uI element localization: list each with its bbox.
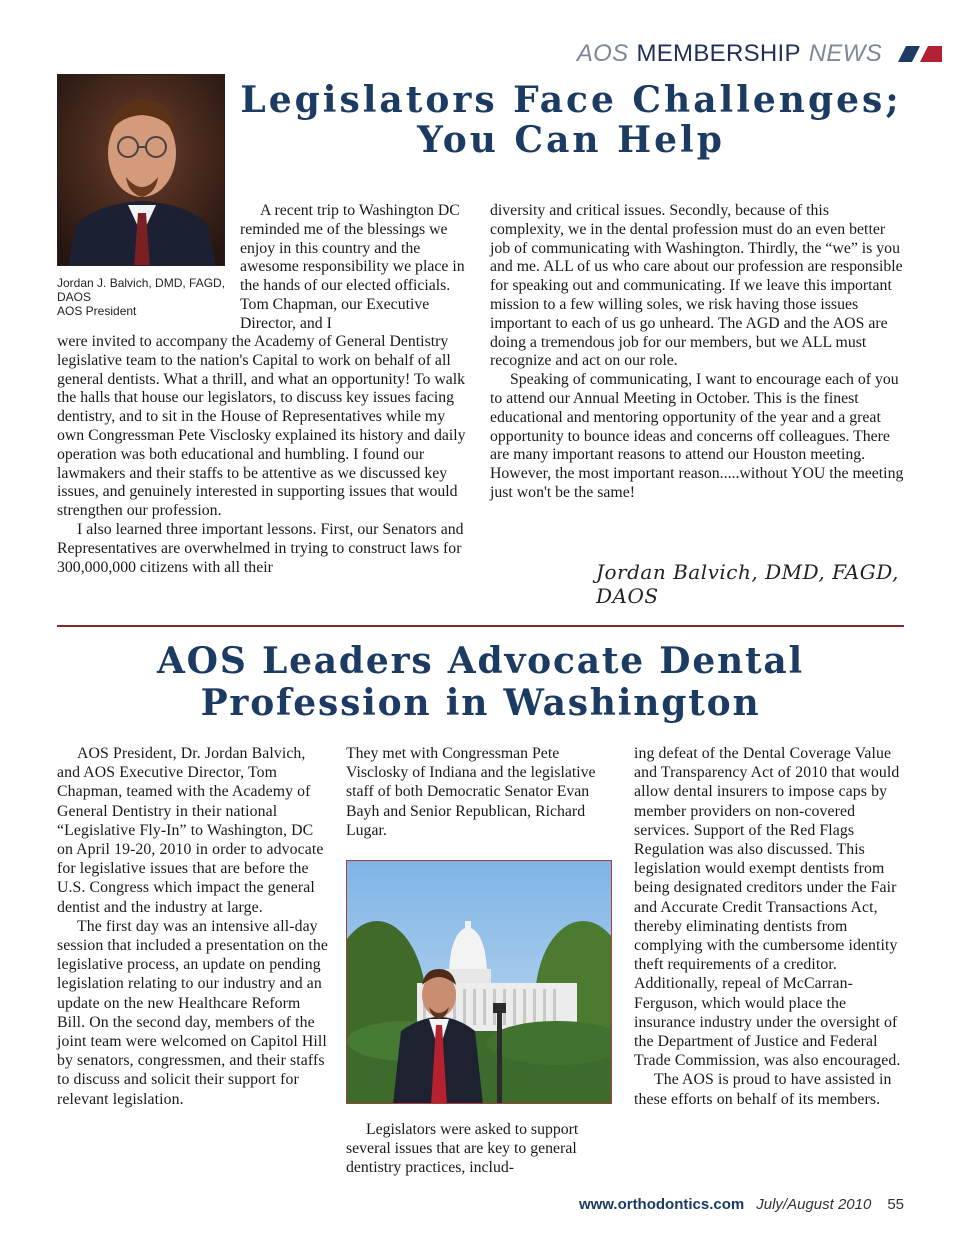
body-paragraph: diversity and critical issues. Secondly, because of this complexity, we in the dental profession must do an even better job of communicating with Washington. Thirdly, the “we” is you and me. ALL of us who care about our profession are responsible for speaking out and communicating. If we leave this important mission to a few willing soles, we risk having those issues important to each of us go unheard. The AGD and the AOS are doing a tremendous job for our members, but we ALL must recognize and act on our role.: [490, 202, 903, 370]
body-paragraph: They met with Congressman Pete Visclosky of Indiana and the legislative staff of both Democratic Senator Evan Bayh and Senior Republican, Richard Lugar.: [346, 745, 596, 839]
caption-line: AOS President: [57, 304, 137, 318]
section-divider: [57, 625, 904, 627]
header-stripe-logo-icon: [890, 46, 942, 62]
page-footer: [579, 1196, 904, 1213]
article2-column-2-top: [346, 744, 616, 840]
caption-line: Jordan J. Balvich, DMD, FAGD,: [57, 276, 226, 290]
section-header: [577, 38, 942, 70]
article2-title-line: Profession in Washington: [200, 682, 761, 724]
article1-title: [236, 80, 906, 160]
article2-column-1: [57, 744, 329, 1109]
body-paragraph: were invited to accompany the Academy of General Dentistry legislative team to the nation's Capital to work on behalf of all general dentists. What a thrill, and what an opportunity! To walk the halls that house our legislators, to discuss key issues facing dentistry, and to sit in the House of Representatives while my own Congressman Pete Visclosky explained its history and daily operation was both educational and humbling. I found our lawmakers and their staffs to be attentive as we discussed key issues, and genuinely interested in supporting issues that would strengthen our profession.: [57, 333, 466, 520]
page-number: 55: [887, 1196, 904, 1213]
article2-column-3: [634, 744, 906, 1109]
body-paragraph: The first day was an intensive all-day session that included a presentation on the legislative process, an update on pending legislation relating to our industry and an update on the new Healthcare Reform Bill. On the second day, members of the joint team were welcomed on Capitol Hill by senators, congressmen, and their staffs to discuss and solicit their support for relevant legislation.: [57, 917, 329, 1108]
article1-title-line: You Can Help: [417, 119, 725, 161]
president-portrait-photo: [57, 74, 225, 266]
capitol-illustration: [347, 861, 612, 1104]
signature: Jordan Balvich, DMD, FAGD, DAOS: [596, 560, 899, 608]
caption-line: DAOS: [57, 290, 92, 304]
footer-website-link[interactable]: www.orthodontics.com: [578, 1196, 745, 1213]
article1-title-line: Legislators Face Challenges;: [240, 79, 902, 121]
body-paragraph: The AOS is proud to have assisted in these efforts on behalf of its members.: [634, 1071, 892, 1108]
article2-column-2-bottom: [346, 1120, 618, 1178]
footer-issue-date: July/August 2010: [756, 1196, 872, 1213]
article1-body-left: [57, 333, 469, 577]
body-paragraph: I also learned three important lessons. First, our Senators and Representatives are overwhelmed in trying to construct laws for 300,000,000 citizens with all their: [57, 520, 464, 576]
body-paragraph: A recent trip to Washington DC reminded me of the blessings we enjoy in this country and the awesome responsibility we place in the hands of our elected officials. Tom Chapman, our Executive Director, and I: [240, 202, 465, 332]
capitol-photo: [346, 860, 612, 1104]
body-paragraph: Legislators were asked to support several issues that are key to general dentistry practices, includ-: [346, 1121, 579, 1177]
body-paragraph: ing defeat of the Dental Coverage Value and Transparency Act of 2010 that would allow dental insurers to impose caps by member providers on non-covered services. Support of the Red Flags Regulation was also discussed. This legislation would exempt dentists from being designated creditors under the Fair and Accurate Credit Transactions Act, thereby eliminating dentists from complying with the cumbersome identity theft requirements of a creditor. Additionally, repeal of McCarran-Ferguson, which would place the insurance industry under the oversight of the Department of Justice and Federal Trade Commission, was also encouraged.: [634, 745, 901, 1070]
body-paragraph: AOS President, Dr. Jordan Balvich, and AOS Executive Director, Tom Chapman, teamed with the Academy of General Dentistry in their national “Legislative Fly-In” to Washington, DC on April 19-20, 2010 in order to advocate for legislative issues that are before the U.S. Congress which impact the general dentist and the industry at large.: [57, 745, 324, 916]
portrait-illustration: [58, 75, 225, 266]
article2-title-line: AOS Leaders Advocate Dental: [156, 640, 805, 682]
header-membership: MEMBERSHIP: [636, 40, 801, 67]
header-news: NEWS: [808, 40, 882, 67]
article1-body-right: [490, 202, 904, 503]
body-paragraph: Speaking of communicating, I want to encourage each of you to attend our Annual Meeting in October. This is the finest educational and mentoring opportunity of the year and a great opportunity to bounce ideas and concerns off colleagues. There are many important reasons to attend our Houston meeting. However, the most important reason.....without YOU the meeting just won't be the same!: [490, 371, 904, 501]
article1-intro: [240, 202, 468, 334]
header-aos: AOS: [576, 40, 629, 67]
article2-title: [57, 640, 904, 724]
photo-caption: [57, 276, 237, 318]
